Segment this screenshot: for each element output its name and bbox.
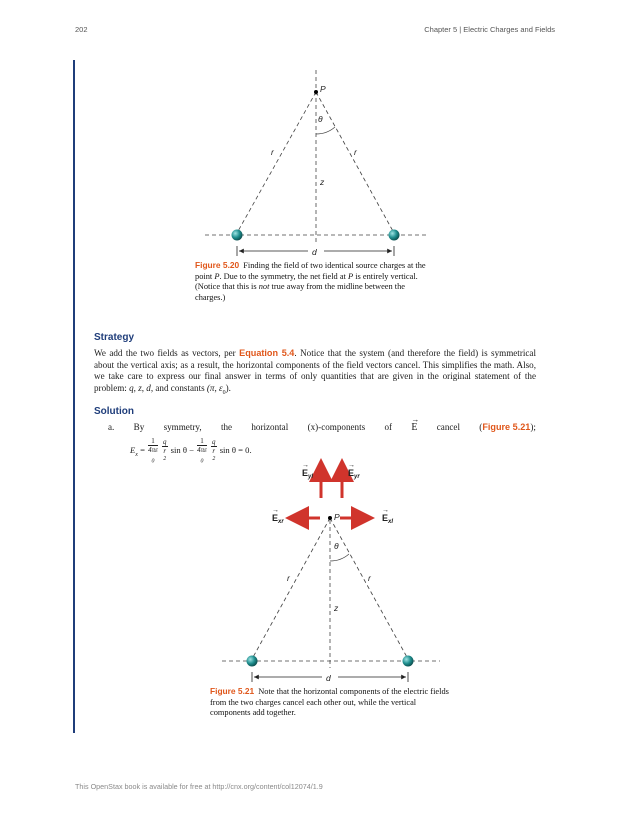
label-e-xr: $E_{xr}$ — [272, 513, 284, 525]
label-theta: θ — [318, 114, 323, 124]
figure-5-21-caption: Figure 5.21 Note that the horizontal components of the electric fields from the two charges cancel each other out, while the vertical components add together. — [210, 686, 449, 718]
vector-e-symbol: → E — [411, 415, 420, 433]
label-e-yr: $E_{yr}$ — [348, 468, 360, 480]
label-r-left: r — [271, 147, 274, 157]
label-p-2: P — [334, 512, 340, 522]
figure-5-20-label: Figure 5.20 — [195, 260, 240, 270]
label-e-xl: $E_{xl}$ — [382, 513, 394, 525]
strategy-paragraph: We add the two fields as vectors, per Equation 5.4. Notice that the system (and therefore the field) is symmetrical about the vertical axis; as a result, the horizontal components of the field vectors cancel. This simplifies the math. Also, we take care to express our final answer in terms of only quantities that are given in the original statement of the problem: q, z, d, and constants (π, $\varepsilon_0$). — [94, 348, 536, 396]
solution-equation: $E_x$ = 1 4πε $_0$ q r $^2$ sin θ − 1 4πε $_0$ q r $^2$ sin θ = 0. — [130, 437, 252, 465]
item-marker: a. — [108, 422, 115, 432]
theta-arc-2 — [330, 554, 349, 561]
label-theta-2: θ — [334, 541, 339, 551]
r-right-line-2 — [330, 518, 408, 659]
solution-item-a: a. By symmetry, the horizontal (x)-components of → E cancel (Figure 5.21); — [108, 415, 536, 433]
equation-5-4-link[interactable]: Equation 5.4 — [239, 348, 295, 358]
charge-right-2 — [403, 656, 414, 667]
figure-5-20-caption: Figure 5.20 Finding the field of two identical source charges at the point P. Due to the symmetry, the net field at P is entirely vertical. (Notice that this is not true away from the midline between the charges.) — [195, 260, 426, 302]
label-e-yl: $E_{yl}$ — [302, 468, 314, 480]
svg-text:→: → — [272, 507, 279, 514]
figure-5-21-link[interactable]: Figure 5.21 — [482, 422, 531, 432]
point-p-dot-2 — [328, 516, 332, 520]
page-number: 202 — [75, 25, 88, 34]
label-p: P — [320, 84, 326, 94]
r-left-line-2 — [252, 518, 330, 659]
svg-text:→: → — [302, 462, 309, 469]
label-r-right: r — [354, 147, 357, 157]
label-r-left-2: r — [287, 573, 290, 583]
figure-5-21-label: Figure 5.21 — [210, 686, 255, 696]
footer-note: This OpenStax book is available for free at http://cnx.org/content/col12074/1.9 — [75, 782, 323, 791]
solution-heading: Solution — [94, 406, 134, 417]
label-d-2: d — [326, 673, 331, 683]
label-z-2: z — [334, 603, 339, 613]
chapter-title: Chapter 5 | Electric Charges and Fields — [424, 25, 555, 34]
label-r-right-2: r — [368, 573, 371, 583]
charge-left-2 — [247, 656, 258, 667]
strategy-heading: Strategy — [94, 332, 135, 343]
label-d: d — [312, 247, 317, 257]
label-z: z — [320, 177, 325, 187]
svg-text:→: → — [348, 462, 355, 469]
svg-text:→: → — [382, 507, 389, 514]
